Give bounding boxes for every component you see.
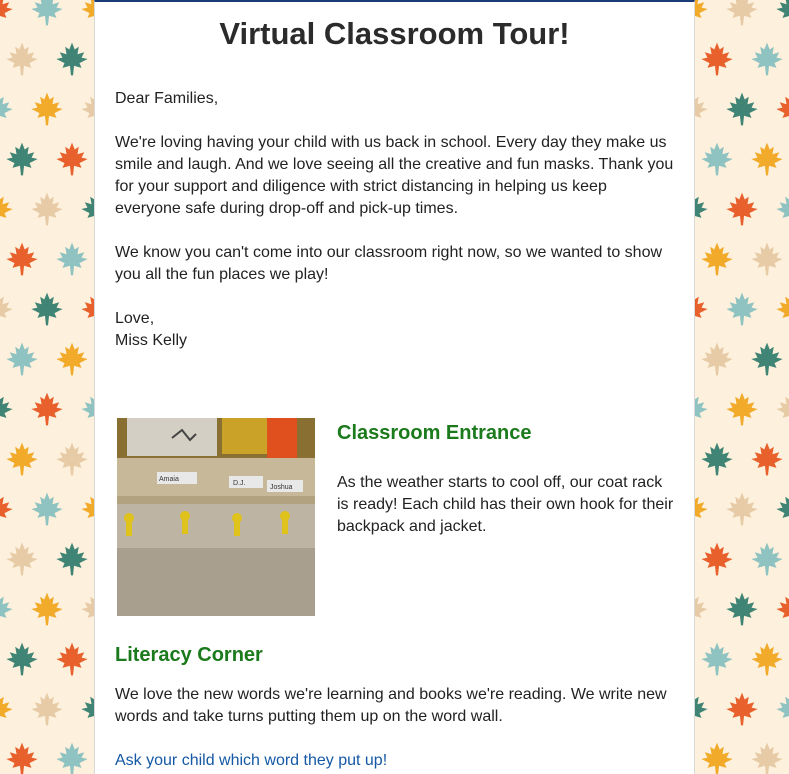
maple-leaf-icon (775, 592, 789, 626)
maple-leaf-icon (750, 42, 784, 76)
maple-leaf-icon (0, 392, 14, 426)
letter-greeting: Dear Families, (115, 90, 219, 107)
maple-leaf-icon (775, 0, 789, 26)
maple-leaf-icon (700, 742, 734, 774)
maple-leaf-icon (0, 292, 14, 326)
maple-leaf-icon (695, 292, 709, 326)
section-text-literacy-corner: We love the new words we're learning and books we're reading. We write new words and take turns putting them up on the word wall. (115, 686, 667, 725)
maple-leaf-icon (0, 692, 14, 726)
maple-leaf-icon (30, 392, 64, 426)
photo-label-amaia: Amaia (159, 476, 179, 483)
maple-leaf-icon (55, 542, 89, 576)
maple-leaf-icon (30, 592, 64, 626)
maple-leaf-icon (80, 392, 94, 426)
maple-leaf-icon (750, 142, 784, 176)
maple-leaf-icon (80, 92, 94, 126)
maple-leaf-icon (55, 342, 89, 376)
letter-paragraph-2: We know you can't come into our classroom right now, so we wanted to show you all the fun places we play! (115, 244, 663, 283)
maple-leaf-icon (80, 192, 94, 226)
section-title-literacy-corner: Literacy Corner (115, 644, 263, 666)
maple-leaf-icon (775, 692, 789, 726)
leaf-pattern-left (0, 0, 94, 774)
maple-leaf-icon (725, 492, 759, 526)
maple-leaf-icon (695, 692, 709, 726)
maple-leaf-icon (55, 142, 89, 176)
maple-leaf-icon (80, 292, 94, 326)
maple-leaf-icon (0, 592, 14, 626)
maple-leaf-icon (30, 492, 64, 526)
maple-leaf-icon (775, 92, 789, 126)
maple-leaf-icon (725, 0, 759, 26)
maple-leaf-icon (750, 342, 784, 376)
maple-leaf-icon (700, 242, 734, 276)
maple-leaf-icon (750, 242, 784, 276)
maple-leaf-icon (700, 342, 734, 376)
maple-leaf-icon (695, 592, 709, 626)
maple-leaf-icon (750, 642, 784, 676)
maple-leaf-icon (750, 742, 784, 774)
maple-leaf-icon (30, 92, 64, 126)
coat-rack-photo (117, 418, 315, 616)
maple-leaf-icon (725, 392, 759, 426)
ask-child-link[interactable]: Ask your child which word they put up! (115, 752, 388, 769)
maple-leaf-icon (30, 192, 64, 226)
maple-leaf-icon (695, 392, 709, 426)
maple-leaf-icon (775, 392, 789, 426)
maple-leaf-icon (55, 242, 89, 276)
maple-leaf-icon (775, 492, 789, 526)
page-title: Virtual Classroom Tour! (219, 16, 570, 51)
maple-leaf-icon (725, 92, 759, 126)
maple-leaf-icon (5, 742, 39, 774)
section-text-classroom-entrance: As the weather starts to cool off, our coat rack is ready! Each child has their own hook for their backpack and jacket. (337, 474, 674, 535)
maple-leaf-icon (750, 542, 784, 576)
maple-leaf-icon (775, 292, 789, 326)
maple-leaf-icon (725, 192, 759, 226)
photo-label-joshua: Joshua (270, 484, 293, 491)
maple-leaf-icon (80, 592, 94, 626)
maple-leaf-icon (0, 92, 14, 126)
maple-leaf-icon (725, 592, 759, 626)
maple-leaf-icon (700, 642, 734, 676)
letter-paragraph-1: We're loving having your child with us back in school. Every day they make us smile and laugh. And we love seeing all the creative and fun masks. Thank you for your support and diligence with strict distancing in helping us keep everyone safe during drop-off and pick-up times. (115, 134, 674, 217)
maple-leaf-icon (0, 0, 14, 26)
maple-leaf-icon (5, 542, 39, 576)
maple-leaf-icon (750, 442, 784, 476)
maple-leaf-icon (0, 192, 14, 226)
section-title-classroom-entrance: Classroom Entrance (337, 422, 532, 444)
maple-leaf-icon (700, 42, 734, 76)
letter-signature: Miss Kelly (115, 332, 188, 349)
maple-leaf-icon (700, 142, 734, 176)
maple-leaf-icon (80, 492, 94, 526)
newsletter-content (94, 0, 695, 774)
maple-leaf-icon (775, 192, 789, 226)
maple-leaf-icon (725, 292, 759, 326)
maple-leaf-icon (695, 0, 709, 26)
maple-leaf-icon (5, 142, 39, 176)
maple-leaf-icon (55, 42, 89, 76)
photo-label-dj: D.J. (233, 480, 246, 487)
maple-leaf-icon (5, 42, 39, 76)
maple-leaf-icon (0, 492, 14, 526)
maple-leaf-icon (30, 0, 64, 26)
maple-leaf-icon (700, 442, 734, 476)
maple-leaf-icon (695, 92, 709, 126)
maple-leaf-icon (55, 742, 89, 774)
maple-leaf-icon (725, 692, 759, 726)
maple-leaf-icon (80, 0, 94, 26)
maple-leaf-icon (80, 692, 94, 726)
maple-leaf-icon (695, 492, 709, 526)
maple-leaf-icon (5, 442, 39, 476)
maple-leaf-icon (55, 642, 89, 676)
maple-leaf-icon (700, 542, 734, 576)
maple-leaf-icon (30, 692, 64, 726)
maple-leaf-icon (55, 442, 89, 476)
maple-leaf-icon (5, 342, 39, 376)
maple-leaf-icon (5, 242, 39, 276)
leaf-pattern-right (695, 0, 789, 774)
maple-leaf-icon (30, 292, 64, 326)
maple-leaf-icon (695, 192, 709, 226)
letter-closing: Love, (115, 310, 155, 327)
maple-leaf-icon (5, 642, 39, 676)
